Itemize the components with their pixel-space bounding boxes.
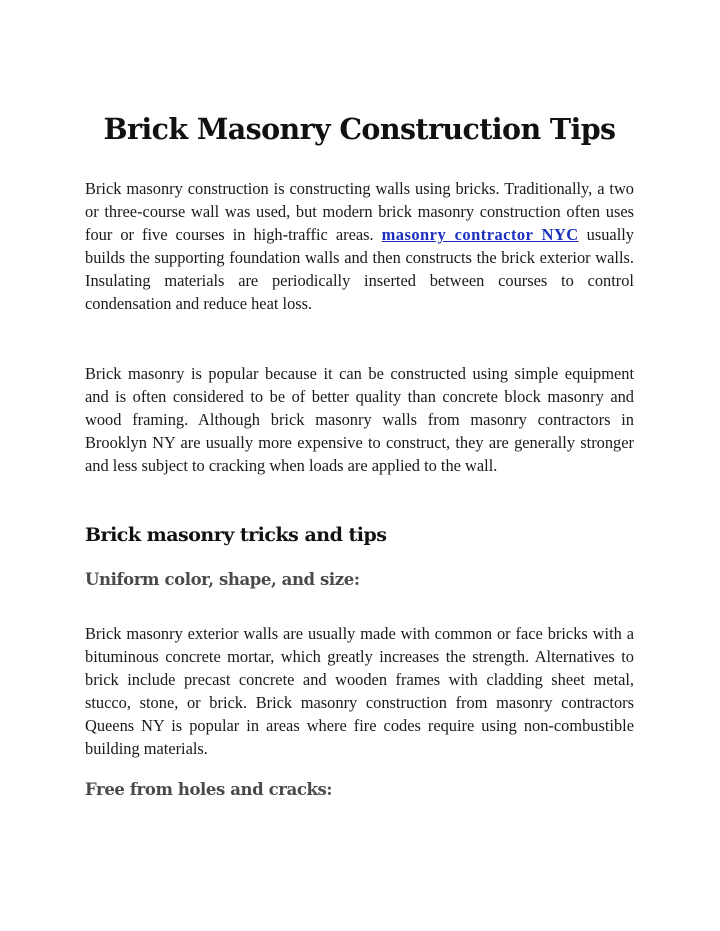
- subheading-uniform: Uniform color, shape, and size:: [85, 570, 360, 589]
- intro-paragraph: [85, 177, 634, 316]
- popularity-paragraph: Brick masonry is popular because it can be constructed using simple equipment and is often considered to be of better quality than concrete block masonry and wood framing. Although brick masonry walls from masonry contractors in Brooklyn NY are usually more expensive to construct, they are generally stronger and less subject to cracking when loads are applied to the wall.: [85, 364, 634, 476]
- subheading-free-from-holes: Free from holes and cracks:: [85, 780, 333, 799]
- intro-text-after-link: usually builds the supporting foundation walls and then constructs the brick exterior walls. Insulating materials are periodically inserted between courses to control condensation and reduce heat loss.: [85, 225, 634, 314]
- section-heading: Brick masonry tricks and tips: [85, 524, 387, 546]
- page-title: Brick Masonry Construction Tips: [103, 112, 616, 146]
- exterior-walls-paragraph: Brick masonry exterior walls are usually made with common or face bricks with a bituminous concrete mortar, which greatly increases the strength. Alternatives to brick include precast concrete and wooden frames with cladding sheet metal, stucco, stone, or brick. Brick masonry construction from masonry contractors Queens NY is popular in areas where fire codes require using non-combustible building materials.: [85, 624, 634, 759]
- masonry-contractor-nyc-link[interactable]: masonry contractor NYC: [381, 225, 579, 245]
- intro-text-before-link: Brick masonry construction is constructing walls using bricks. Traditionally, a two or three-course wall was used, but modern brick masonry construction often uses four or five courses in high-traffic areas.: [85, 179, 634, 245]
